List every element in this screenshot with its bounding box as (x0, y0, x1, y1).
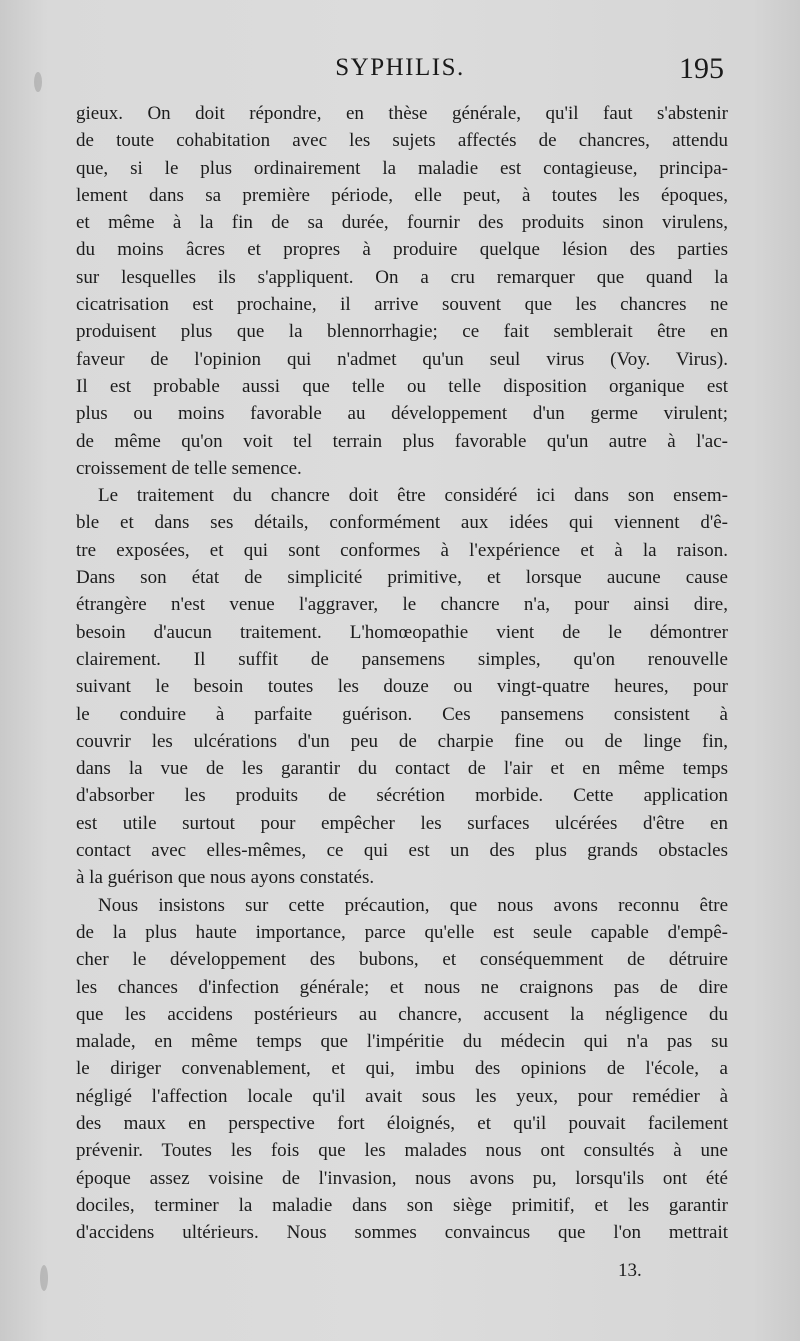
running-head: SYPHILIS. (335, 54, 465, 81)
body-text (76, 100, 728, 1246)
page-number: 195 (679, 52, 724, 85)
text-line: faveur de l'opinion qui n'admet qu'un seul virus (Voy. Virus). (76, 348, 728, 370)
paragraph-start: Le traitement du chancre doit être considéré ici dans son ensem- (98, 485, 728, 507)
signature-mark: 13. (618, 1260, 642, 1281)
text-line: croissement de telle semence. (76, 457, 302, 479)
text-line: de toute cohabitation avec les sujets affectés de chancres, attendu (76, 130, 728, 152)
text-line: de la plus haute importance, parce qu'elle est seule capable d'empê- (76, 921, 728, 943)
text-line: plus ou moins favorable au développement d'un germe virulent; (76, 403, 728, 425)
text-line: est utile surtout pour empêcher les surfaces ulcérées d'être en (76, 812, 728, 834)
text-line: que les accidens postérieurs au chancre, accusent la négligence du (76, 1003, 728, 1025)
text-line: clairement. Il suffit de pansemens simples, qu'on renouvelle (76, 648, 728, 670)
text-line: suivant le besoin toutes les douze ou vingt-quatre heures, pour (76, 676, 728, 698)
text-line: à la guérison que nous ayons constatés. (76, 867, 375, 889)
text-line: cher le développement des bubons, et conséquemment de détruire (76, 949, 728, 971)
text-line: d'absorber les produits de sécrétion morbide. Cette application (76, 785, 728, 807)
text-line: cicatrisation est prochaine, il arrive souvent que les chancres ne (76, 294, 728, 316)
text-line: négligé l'affection locale qu'il avait sous les yeux, pour remédier à (76, 1085, 728, 1107)
text-line: gieux. On doit répondre, en thèse générale, qu'il faut s'abstenir (76, 103, 728, 124)
text-line: étrangère n'est venue l'aggraver, le chancre n'a, pour ainsi dire, (76, 594, 728, 616)
text-line: d'accidens ultérieurs. Nous sommes convaincus que l'on mettrait (76, 1222, 728, 1244)
text-line: couvrir les ulcérations d'un peu de charpie fine ou de linge fin, (76, 730, 728, 752)
text-line: des maux en perspective fort éloignés, et qu'il pouvait facilement (76, 1112, 728, 1134)
page-header (0, 52, 800, 92)
text-line: et même à la fin de sa durée, fournir des produits sinon virulens, (76, 212, 728, 234)
text-line: dociles, terminer la maladie dans son siège primitif, et les garantir (76, 1194, 728, 1216)
text-line: tre exposées, et qui sont conformes à l'expérience et à la raison. (76, 539, 728, 561)
paper-speck (34, 72, 42, 92)
text-line: prévenir. Toutes les fois que les malades nous ont consultés à une (76, 1140, 728, 1162)
text-line: les chances d'infection générale; et nous ne craignons pas de dire (76, 976, 728, 998)
text-line: le diriger convenablement, et qui, imbu des opinions de l'école, a (76, 1058, 728, 1080)
text-line: contact avec elles-mêmes, ce qui est un des plus grands obstacles (76, 840, 728, 862)
text-line: époque assez voisine de l'invasion, nous avons pu, lorsqu'ils ont été (76, 1167, 728, 1189)
text-line: sur lesquelles ils s'appliquent. On a cru remarquer que quand la (76, 266, 728, 288)
text-line: de même qu'on voit tel terrain plus favorable qu'un autre à l'ac- (76, 430, 728, 452)
paper-speck (40, 1265, 48, 1291)
text-line: produisent plus que la blennorrhagie; ce fait semblerait être en (76, 321, 728, 343)
text-line: que, si le plus ordinairement la maladie est contagieuse, principa- (76, 157, 728, 179)
text-line: lement dans sa première période, elle peut, à toutes les époques, (76, 184, 728, 206)
text-line: Il est probable aussi que telle ou telle disposition organique est (76, 375, 728, 397)
text-line: du moins âcres et propres à produire quelque lésion des parties (76, 239, 728, 261)
paragraph-start: Nous insistons sur cette précaution, que nous avons reconnu être (98, 894, 728, 916)
text-line: dans la vue de les garantir du contact de l'air et en même temps (76, 758, 728, 780)
text-line: Dans son état de simplicité primitive, et lorsque aucune cause (76, 567, 728, 589)
text-line: ble et dans ses détails, conformément aux idées qui viennent d'ê- (76, 512, 728, 534)
text-line: le conduire à parfaite guérison. Ces pansemens consistent à (76, 703, 728, 725)
text-line: besoin d'aucun traitement. L'homœopathie vient de le démontrer (76, 621, 728, 643)
text-line: malade, en même temps que l'impéritie du médecin qui n'a pas su (76, 1031, 728, 1053)
